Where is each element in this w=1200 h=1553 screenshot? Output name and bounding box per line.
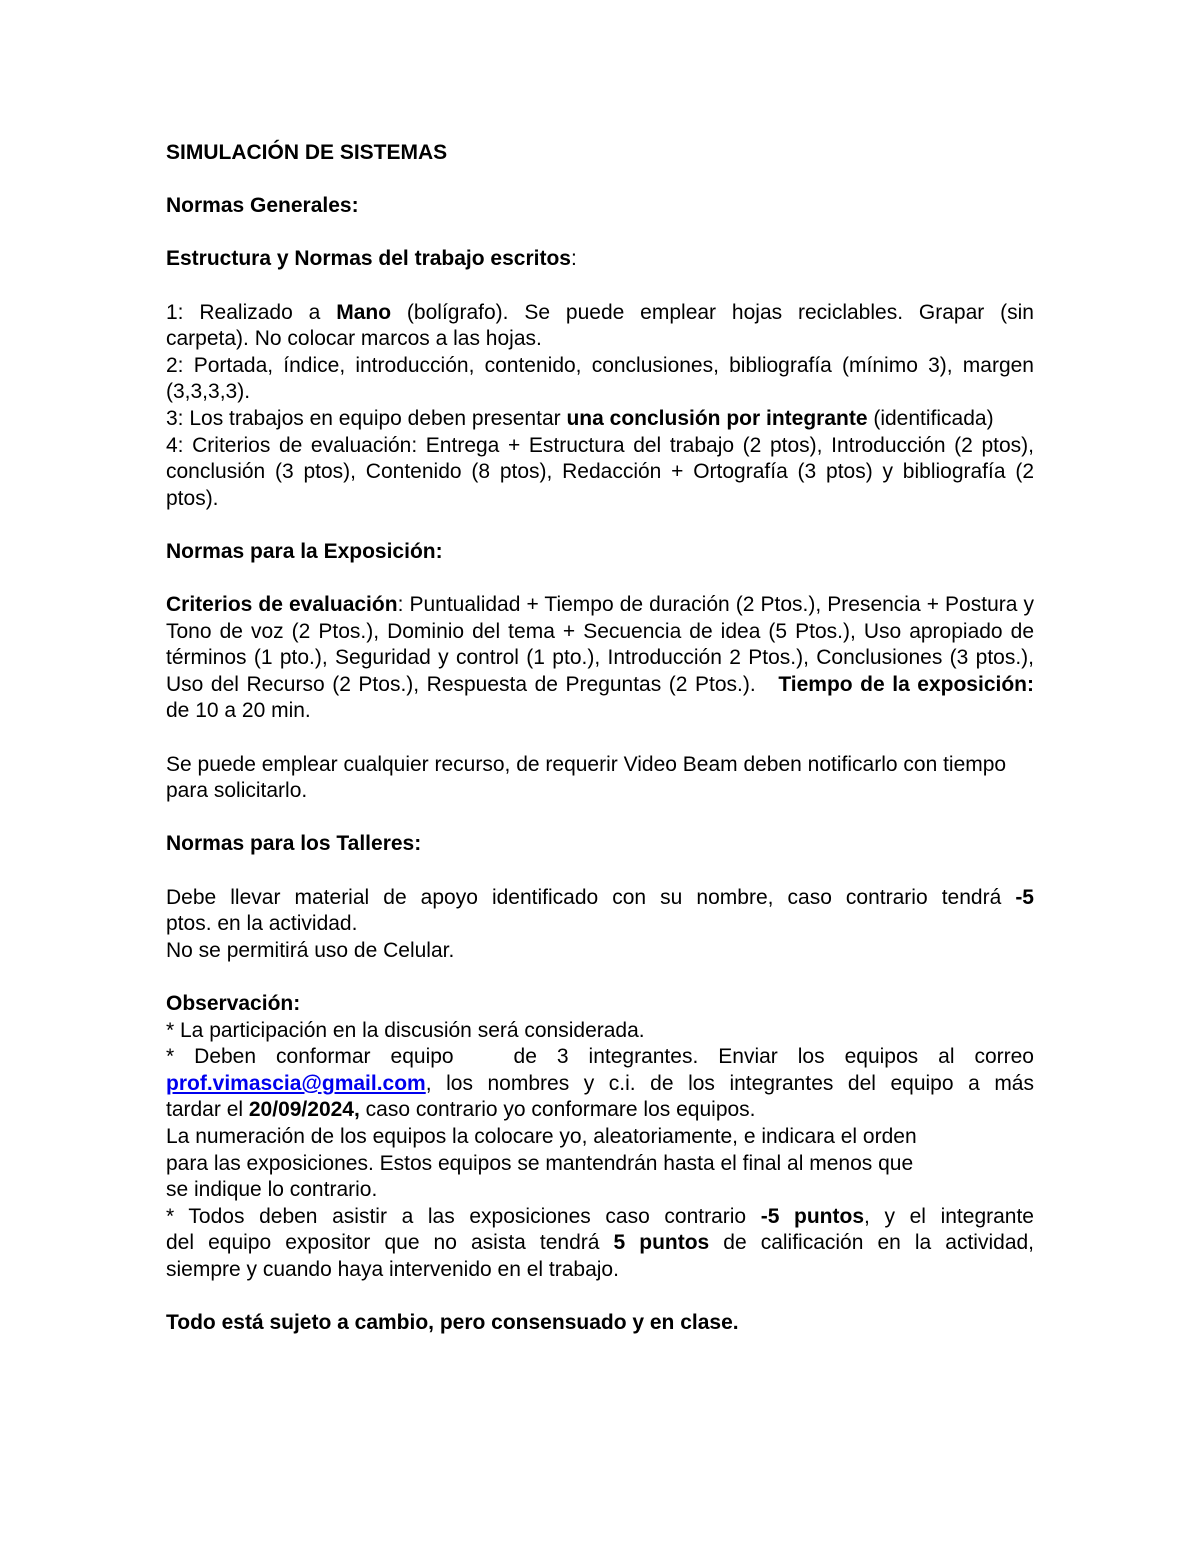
trabajo-item-1-line-1: 1: Realizado a Mano (bolígrafo). Se puede emplear hojas reciclables. Grapar (sin <box>166 300 1034 324</box>
trabajo-item-2: 2: Portada, índice, introducción, contenido, conclusiones, bibliografía (mínimo 3), margen (3,3,3,3). <box>166 353 1034 404</box>
observacion-item-2-line-1: * Deben conformar equipo de 3 integrantes. Enviar los equipos al correo <box>166 1045 1034 1069</box>
trabajo-heading: Estructura y Normas del trabajo escritos: <box>166 247 577 271</box>
observacion-item-2-line-2: prof.vimascia@gmail.com, los nombres y c.i. de los integrantes del equipo a más <box>166 1071 1034 1095</box>
closing-statement: Todo está sujeto a cambio, pero consensuado y en clase. <box>166 1311 739 1335</box>
observacion-numeracion-line-2: para las exposiciones. Estos equipos se mantendrán hasta el final al menos que <box>166 1151 914 1175</box>
document-page <box>166 140 1040 1337</box>
observacion-heading: Observación: <box>166 992 301 1015</box>
observacion-item-3-line-1: * Todos deben asistir a las exposiciones caso contrario -5 puntos, y el integrante <box>166 1204 1034 1228</box>
trabajo-item-3: 3: Los trabajos en equipo deben presentar una conclusión por integrante (identificada) <box>166 406 994 430</box>
observacion-item-3-line-2: del equipo expositor que no asista tendrá 5 puntos de calificación en la actividad, <box>166 1231 1035 1255</box>
exposicion-heading: Normas para la Exposición: <box>166 539 443 563</box>
exposicion-recurso: Se puede emplear cualquier recurso, de requerir Video Beam deben notificarlo con tiempo para solicitarlo. <box>166 752 1007 803</box>
talleres-line-3: No se permitirá uso de Celular. <box>166 938 455 962</box>
observacion-item-1: * La participación en la discusión será considerada. <box>166 1018 645 1042</box>
talleres-line-1: Debe llevar material de apoyo identificado con su nombre, caso contrario tendrá -5 <box>166 885 1034 909</box>
observacion-item-2-line-3: tardar el 20/09/2024, caso contrario yo conformare los equipos. <box>166 1098 756 1122</box>
trabajo-item-1-line-2: carpeta). No colocar marcos a las hojas. <box>166 327 542 351</box>
trabajo-item-4: 4: Criterios de evaluación: Entrega + Estructura del trabajo (2 ptos), Introducción (2 ptos), conclusión (3 ptos), Contenido (8 ptos), Redacción + Ortografía (3 ptos) y bibliografía (2 ptos). <box>166 433 1034 510</box>
email-link[interactable]: prof.vimascia@gmail.com <box>166 1071 426 1095</box>
talleres-line-2: ptos. en la actividad. <box>166 912 358 936</box>
talleres-heading: Normas para los Talleres: <box>166 832 422 856</box>
normas-generales-heading: Normas Generales: <box>166 194 359 218</box>
exposicion-criterios: Criterios de evaluación: Puntualidad + Tiempo de duración (2 Ptos.), Presencia + Postura y Tono de voz (2 Ptos.), Dominio del tema + Secuencia de idea (5 Ptos.), Uso apropiado de términos (1 pto.), Seguridad y control (1 pto.), Introducción 2 Ptos.), Conclusiones (3 ptos.), Uso del Recurso (2 Ptos.), Respuesta de Preguntas (2 Ptos.). Tiempo de la exposición: de 10 a 20 min. <box>166 593 1040 723</box>
document-title: SIMULACIÓN DE SISTEMAS <box>166 141 448 164</box>
observacion-item-3-line-3: siempre y cuando haya intervenido en el trabajo. <box>166 1257 619 1281</box>
observacion-numeracion-line-1: La numeración de los equipos la colocare yo, aleatoriamente, e indicara el orden <box>166 1124 917 1148</box>
observacion-numeracion-line-3: se indique lo contrario. <box>166 1178 378 1202</box>
